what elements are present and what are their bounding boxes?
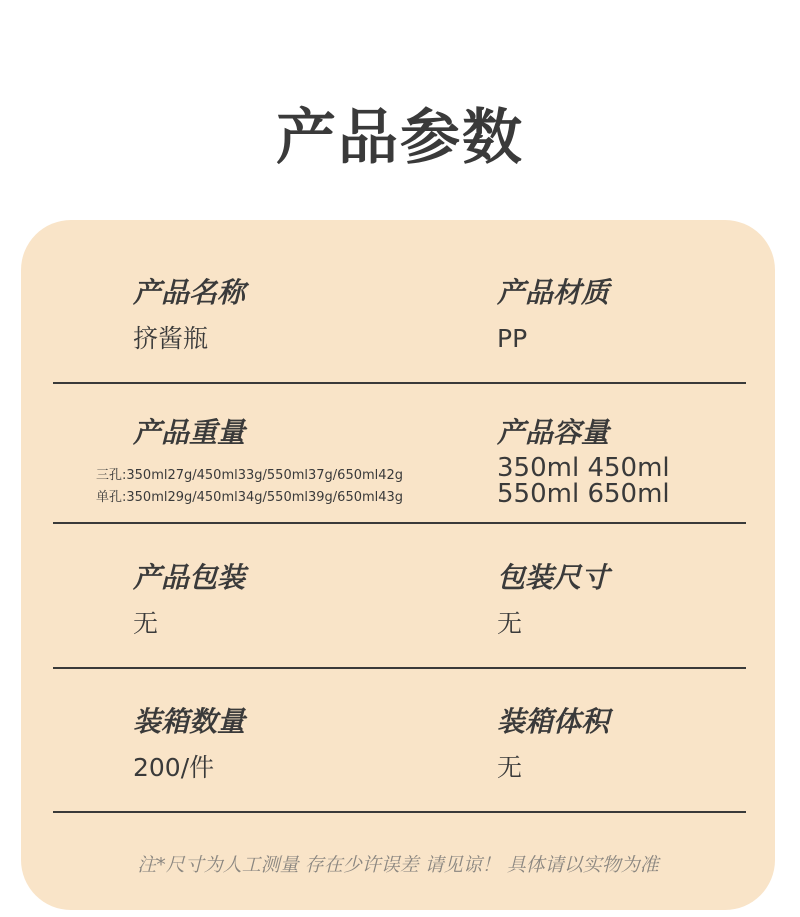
row-divider	[53, 811, 746, 813]
param-label: 产品材质	[497, 276, 610, 309]
row-divider	[53, 522, 746, 524]
row-divider	[53, 667, 746, 669]
param-value: 挤酱瓶	[133, 324, 209, 353]
weight-line-triple-hole: 三孔:350ml27g/450ml33g/550ml37g/650ml42g	[96, 468, 404, 483]
param-label: 装箱体积	[497, 705, 610, 738]
param-product-capacity	[497, 415, 609, 451]
capacity-line: 550ml 650ml	[497, 479, 670, 509]
parameters-card	[21, 220, 775, 910]
param-package-size	[497, 560, 609, 640]
param-product-name	[133, 275, 245, 355]
param-value: 无	[133, 609, 159, 638]
param-label: 产品重量	[133, 416, 246, 449]
param-value: 200/件	[133, 753, 215, 782]
weight-line-single-hole: 单孔:350ml29g/450ml34g/550ml39g/650ml43g	[96, 490, 404, 505]
param-value: PP	[497, 324, 528, 353]
capacity-line: 350ml 450ml	[497, 453, 670, 483]
capacity-values	[497, 455, 670, 507]
param-label: 产品容量	[497, 416, 610, 449]
param-product-weight	[133, 415, 245, 451]
row-divider	[53, 382, 746, 384]
param-carton-quantity	[133, 704, 245, 784]
measurement-note: 注*尺寸为人工测量 存在少许误差 请见谅！ 具体请以实物为准	[137, 854, 659, 876]
param-product-packaging	[133, 560, 245, 640]
param-value: 无	[497, 609, 523, 638]
param-label: 产品名称	[133, 276, 246, 309]
weight-values	[96, 465, 403, 509]
param-label: 包装尺寸	[497, 561, 610, 594]
param-value: 无	[497, 753, 523, 782]
param-label: 装箱数量	[133, 705, 246, 738]
param-product-material	[497, 275, 609, 355]
param-label: 产品包装	[133, 561, 246, 594]
page-title: 产品参数	[276, 103, 524, 173]
param-carton-volume	[497, 704, 609, 784]
